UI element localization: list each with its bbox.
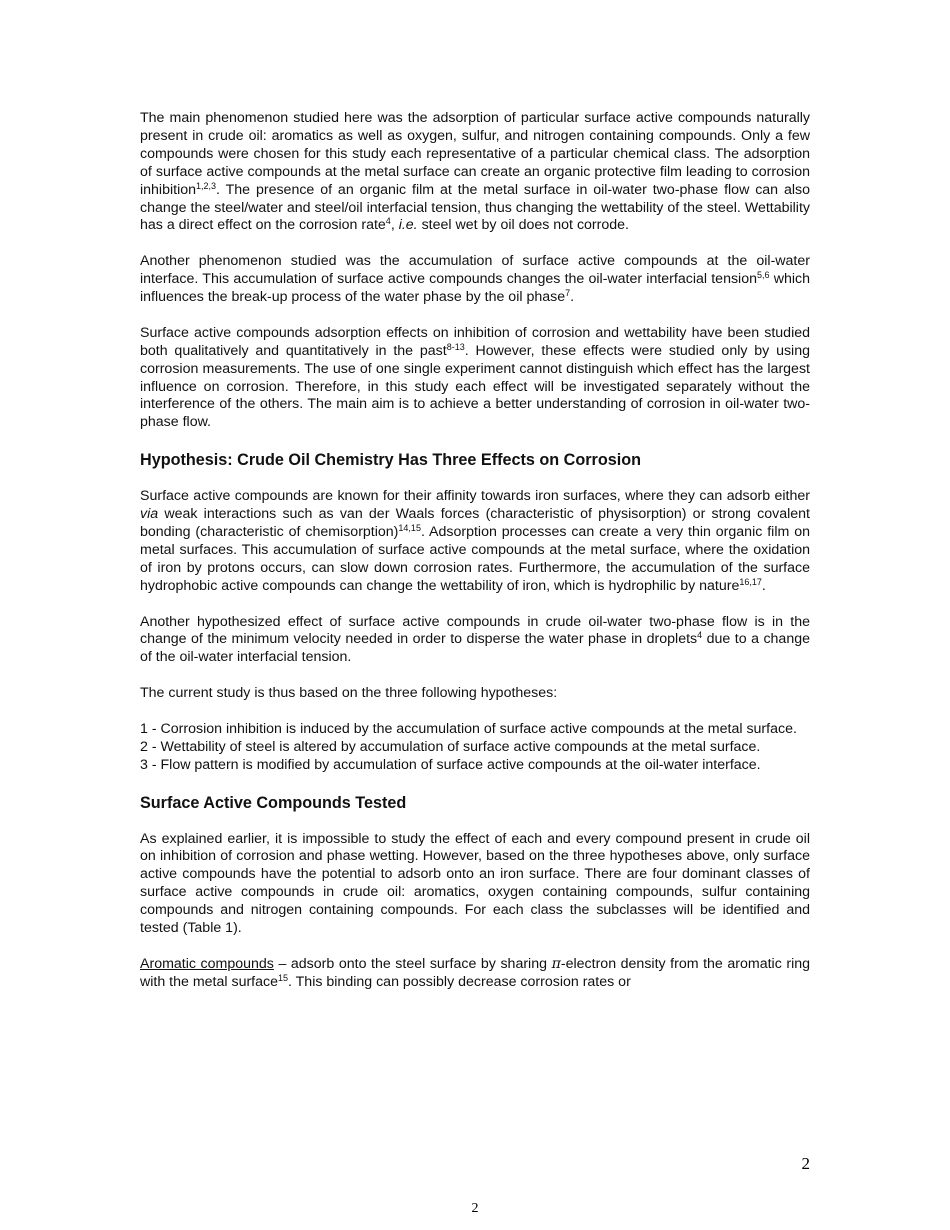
hypotheses-list bbox=[140, 721, 810, 775]
section-heading-compounds: Surface Active Compounds Tested bbox=[140, 793, 407, 812]
citation: 16,17 bbox=[739, 576, 762, 587]
paragraph-hypotheses-intro: The current study is thus based on the three following hypotheses: bbox=[140, 685, 558, 702]
paragraph-aromatic: Aromatic compounds – adsorb onto the steel surface by sharing π-electron density from the aromatic ring with the metal surface$^{15}$. This binding can possibly decrease corrosion rates or bbox=[140, 955, 811, 990]
citation: 8-13 bbox=[446, 341, 465, 352]
page-number-footer: 2 bbox=[471, 1201, 479, 1216]
list-item: 1 - Corrosion inhibition is induced by the accumulation of surface active compounds at the metal surface. bbox=[140, 720, 797, 737]
paragraph-compound-classes: As explained earlier, it is impossible to study the effect of each and every compound present in crude oil on inhibition of corrosion and phase wetting. However, based on the three hypotheses above, only surface active compounds have the potential to adsorb onto an iron surface. There are four dominant classes of surface active compounds in crude oil: aromatics, oxygen containing compounds, sulfur containing compounds and nitrogen containing compounds. For each class the subclasses will be identified and tested (Table 1). bbox=[140, 830, 810, 937]
paragraph-adsorption: Surface active compounds are known for their affinity towards iron surfaces, where they can adsorb either via weak interactions such as van der Waals forces (characteristic of physisorption) or strong covalent bonding (characteristic of chemisorption)$^{14,15}$. Adsorption processes can create a very thin organic film on metal surfaces. This accumulation of surface active compounds at the metal surface, where the oxidation of iron by protons occurs, can slow down corrosion rates. Furthermore, the accumulation of the surface hydrophobic active compounds can change the wettability of iron, which is hydrophilic by nature$^{16,17}$. bbox=[140, 488, 810, 594]
paragraph-interface: Another phenomenon studied was the accumulation of surface active compounds at the oil-water interface. This accumulation of surface active compounds changes the oil-water interfacial tension$^{5,6}$ which influences the break-up process of the water phase by the oil phase$^7$. bbox=[140, 253, 810, 306]
section-heading-hypothesis: Hypothesis: Crude Oil Chemistry Has Three Effects on Corrosion bbox=[140, 451, 642, 470]
citation: 5,6 bbox=[757, 270, 770, 281]
paragraph-previous-studies: Surface active compounds adsorption effects on inhibition of corrosion and wettability have been studied both qualitatively and quantitatively in the past$^{8-13}$. However, these effects were studied only by using corrosion measurements. The use of one single experiment cannot distinguish which effect has the largest influence on corrosion. Therefore, in this study each effect will be investigated separately without the interference of the others. The main aim is to achieve a better understanding of corrosion in oil-water two-phase flow. bbox=[140, 324, 810, 431]
list-item: 2 - Wettability of steel is altered by accumulation of surface active compounds at the metal surface. bbox=[140, 738, 761, 755]
list-item: 3 - Flow pattern is modified by accumulation of surface active compounds at the oil-water interface. bbox=[140, 756, 761, 773]
citation: 1,2,3 bbox=[196, 180, 217, 191]
term-aromatic-compounds: Aromatic compounds bbox=[140, 955, 274, 972]
paragraph-intro: The main phenomenon studied here was the adsorption of particular surface active compounds naturally present in crude oil: aromatics as well as oxygen, sulfur, and nitrogen containing compounds. Only a few compounds were chosen for this study each representative of a particular chemical class. The adsorption of surface active compounds at the metal surface can create an organic protective film leading to corrosion inhibition$^{1,2,3}$. The presence of an organic film at the metal surface in oil-water two-phase flow can also change the steel/water and steel/oil interfacial tension, thus changing the wettability of the steel. Wettability has a direct effect on the corrosion rate$^4$, i.e. steel wet by oil does not corrode. bbox=[140, 110, 810, 234]
citation: 15 bbox=[278, 972, 289, 983]
citation: 4 bbox=[385, 216, 391, 227]
citation: 14,15 bbox=[398, 522, 421, 533]
paragraph-flow-effect: Another hypothesized effect of surface active compounds in crude oil-water two-phase flow is in the change of the minimum velocity needed in order to disperse the water phase in droplets$^4$ due to a change of the oil-water interfacial tension. bbox=[140, 613, 810, 666]
page-number: 2 bbox=[801, 1154, 810, 1173]
citation: 4 bbox=[697, 630, 703, 641]
document-body bbox=[140, 110, 810, 1010]
citation: 7 bbox=[565, 288, 571, 299]
